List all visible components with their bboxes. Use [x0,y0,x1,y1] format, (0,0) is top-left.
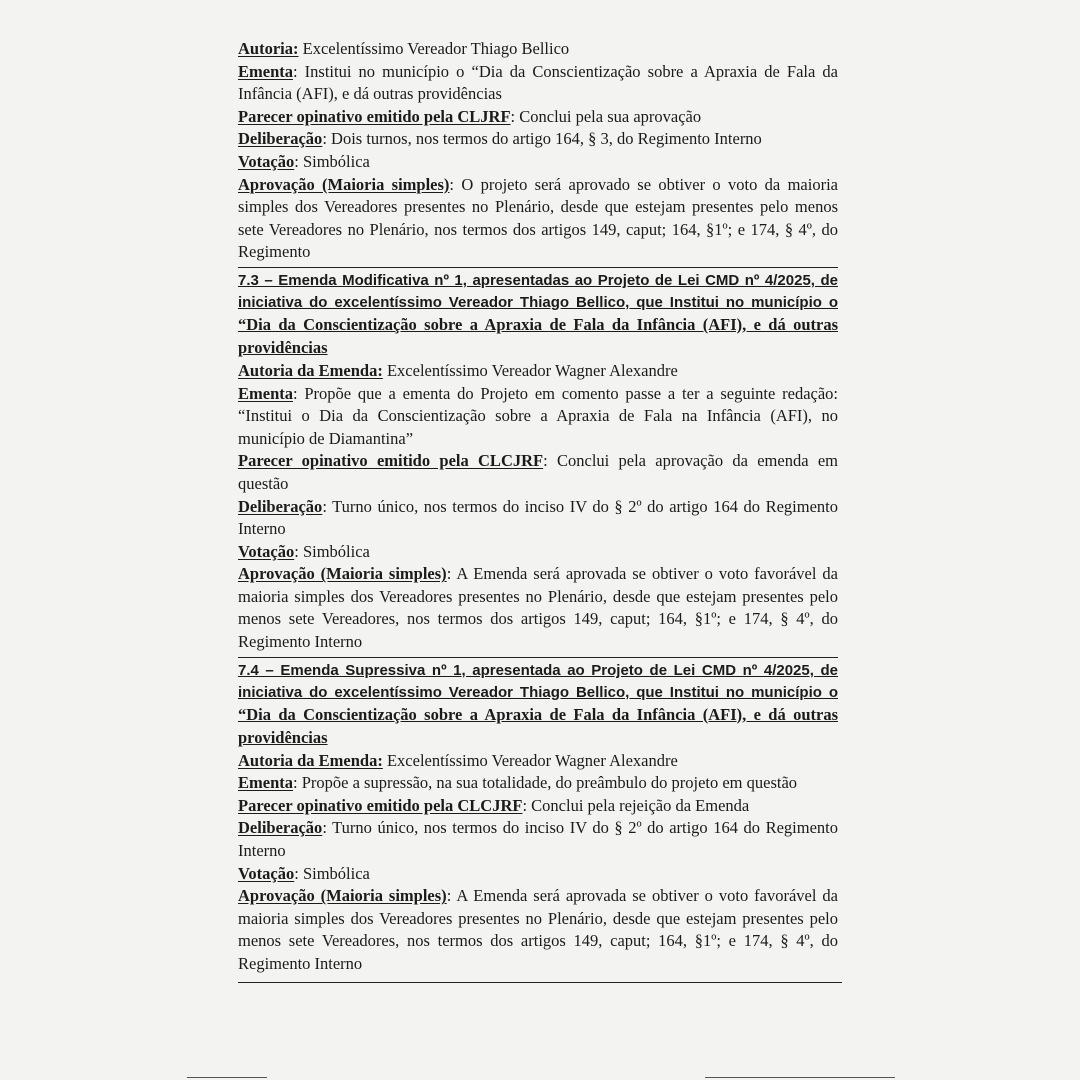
votacao-row [238,541,838,564]
autoria-label: Autoria da Emenda: [238,360,383,380]
ementa-value: : Propõe que a ementa do Projeto em comento passe a ter a seguinte redação: “Institui o Dia da Conscientização sobre a Apraxia de Fala na Infância (AFI), no município de Diamantina” [238,383,838,448]
parecer-row [238,450,838,495]
parecer-label: Parecer opinativo emitido pela CLCJRF [238,795,523,815]
autoria-value: Excelentíssimo Vereador Wagner Alexandre [386,750,678,770]
autoria-label: Autoria: [238,39,299,58]
page-footer-rule-right [705,1077,895,1078]
ementa-row [238,383,838,451]
ementa-row [238,772,838,795]
autoria-row [238,38,838,61]
votacao-row [238,863,838,886]
section-7-4 [238,657,838,983]
parecer-row [238,795,838,818]
aprovacao-row [238,885,838,975]
autoria-row [238,360,838,383]
parecer-value: : Conclui pela aprovação da emenda em questão [238,451,838,493]
aprovacao-label: Aprovação (Maioria simples) [238,564,447,584]
votacao-value: : Simbólica [294,151,370,171]
parecer-value: : Conclui pela rejeição da Emenda [522,795,750,815]
heading-quote: “Dia da Conscientização sobre a Apraxia de Fala da Infância (AFI), e dá outras providências [238,314,838,357]
heading-text: 7.3 – Emenda Modificativa nº 1, apresentadas ao Projeto de Lei CMD nº 4/2025, de iniciativa do excelentíssimo Vereador Thiago Bellico, que Institui no município o [238,271,838,311]
section-divider [238,982,842,983]
section-heading [238,657,838,750]
aprovacao-row [238,563,838,653]
deliberacao-value: : Dois turnos, nos termos do artigo 164, § 3, do Regimento Interno [322,129,762,149]
page-footer-rule-left [187,1077,267,1078]
votacao-value: : Simbólica [294,863,370,883]
votacao-value: : Simbólica [294,541,370,561]
deliberacao-label: Deliberação [238,129,323,149]
autoria-value: Excelentíssimo Vereador Thiago Bellico [302,39,570,58]
votacao-label: Votação [238,541,295,561]
votacao-label: Votação [238,151,295,171]
parecer-value: : Conclui pela sua aprovação [510,106,702,126]
deliberacao-row [238,817,838,862]
ementa-label: Ementa [238,61,293,81]
ementa-label: Ementa [238,773,293,793]
heading-quote: “Dia da Conscientização sobre a Apraxia de Fala da Infância (AFI), e dá outras providências [238,704,838,747]
deliberacao-value: : Turno único, nos termos do inciso IV do § 2º do artigo 164 do Regimento Interno [238,496,838,539]
votacao-row [238,151,838,174]
document-body [238,38,838,983]
ementa-value: : Institui no município o “Dia da Conscientização sobre a Apraxia de Fala da Infância (AFI), e dá outras providências [238,61,838,104]
parecer-row [238,106,838,129]
autoria-row [238,750,838,773]
aprovacao-label: Aprovação (Maioria simples) [238,174,450,194]
autoria-value: Excelentíssimo Vereador Wagner Alexandre [386,360,678,380]
deliberacao-row [238,128,838,151]
aprovacao-value: : O projeto será aprovado se obtiver o voto da maioria simples dos Vereadores presentes no Plenário, desde que estejam presentes pelo menos sete Vereadores no Plenário, nos termos dos artigos 149, caput; 164, §1º; e 174, § 4º, do Regimento [238,174,838,262]
section-7-3 [238,267,838,654]
votacao-label: Votação [238,863,295,883]
ementa-row [238,61,838,106]
ementa-label: Ementa [238,383,293,403]
aprovacao-label: Aprovação (Maioria simples) [238,886,447,906]
parecer-label: Parecer opinativo emitido pela CLJRF [238,106,511,126]
heading-text: 7.4 – Emenda Supressiva nº 1, apresentada ao Projeto de Lei CMD nº 4/2025, de iniciativa do excelentíssimo Vereador Thiago Bellico, que Institui no município o [238,661,838,701]
aprovacao-row [238,174,838,264]
aprovacao-value: : A Emenda será aprovada se obtiver o voto favorável da maioria simples dos Vereadores presentes no Plenário, desde que estejam presentes pelo menos sete Vereadores, nos termos dos artigos 149, caput; 164, §1º; e 174, § 4º, do Regimento Interno [238,886,838,973]
ementa-value: : Propõe a supressão, na sua totalidade, do preâmbulo do projeto em questão [293,773,798,793]
deliberacao-label: Deliberação [238,496,323,516]
aprovacao-value: : A Emenda será aprovada se obtiver o voto favorável da maioria simples dos Vereadores presentes no Plenário, desde que estejam presentes pelo menos sete Vereadores, nos termos dos artigos 149, caput; 164, §1º; e 174, § 4º, do Regimento Interno [238,564,838,652]
parecer-label: Parecer opinativo emitido pela CLCJRF [238,451,544,471]
deliberacao-value: : Turno único, nos termos do inciso IV do § 2º do artigo 164 do Regimento Interno [238,818,838,861]
autoria-label: Autoria da Emenda: [238,750,383,770]
deliberacao-label: Deliberação [238,818,323,838]
deliberacao-row [238,496,838,541]
section-7-2 [238,38,838,264]
section-heading [238,267,838,360]
